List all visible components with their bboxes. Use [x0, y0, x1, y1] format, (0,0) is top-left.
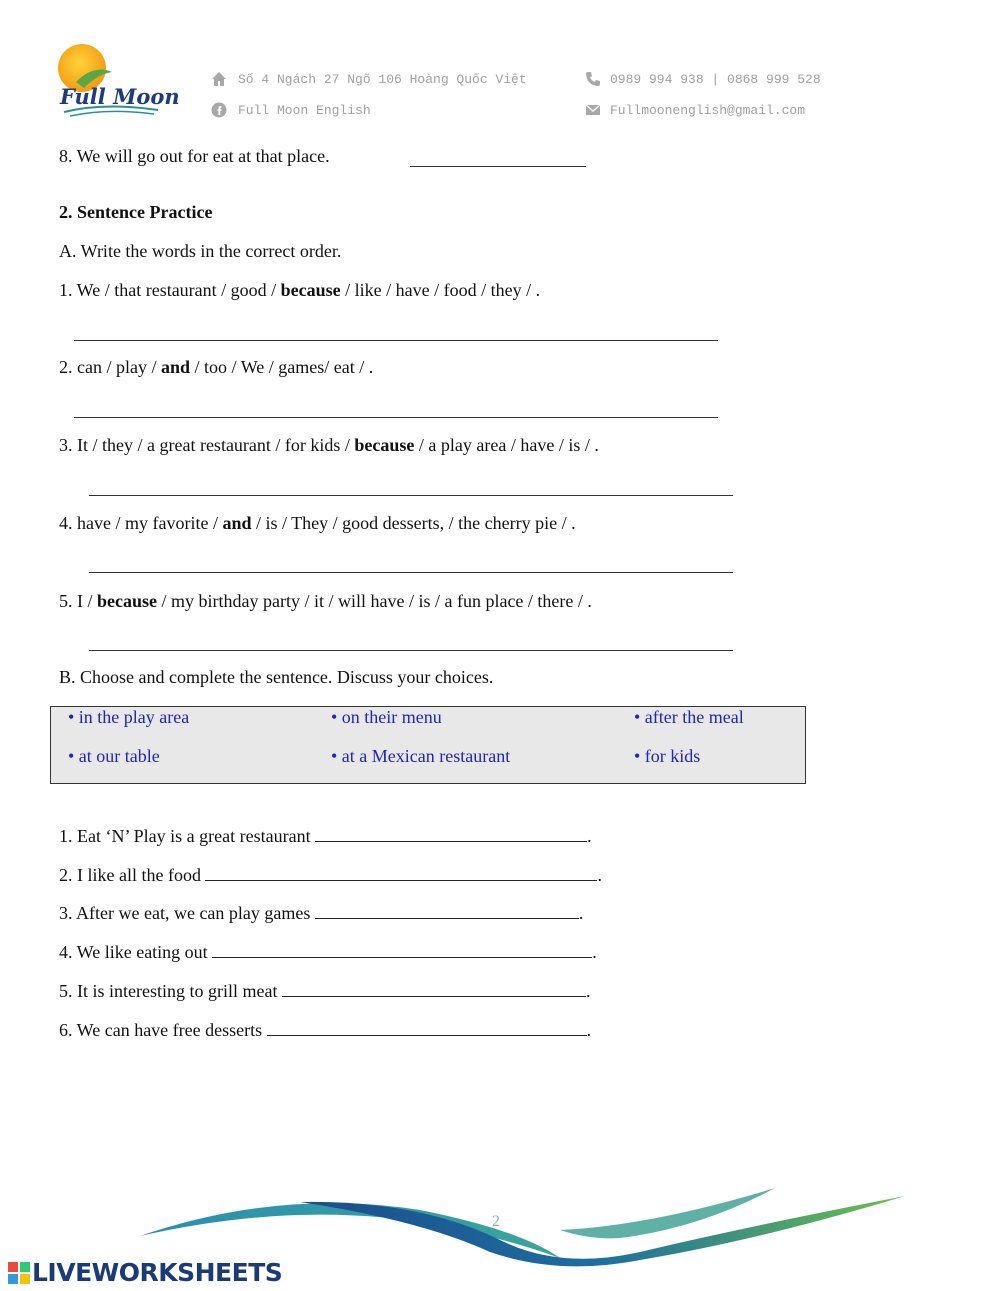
blank-6[interactable]	[267, 1019, 587, 1036]
answer-line-1[interactable]	[74, 340, 718, 341]
facebook-icon	[211, 102, 227, 123]
part-b-sentence-2: 2. I like all the food .	[59, 865, 602, 885]
address-text: Số 4 Ngách 27 Ngõ 106 Hoàng Quốc Việt	[238, 72, 527, 87]
answer-line-4[interactable]	[89, 572, 733, 573]
item-8-text: 8. We will go out for eat at that place.	[59, 146, 330, 166]
blank-3[interactable]	[315, 902, 579, 919]
blank-4[interactable]	[212, 941, 592, 958]
blank-5[interactable]	[282, 980, 586, 997]
email-text: Fullmoonenglish@gmail.com	[610, 103, 806, 118]
facebook-text: Full Moon English	[238, 103, 371, 118]
part-b-sentence-1: 1. Eat ‘N’ Play is a great restaurant .	[59, 826, 592, 846]
phone-text: 0989 994 938 | 0868 999 528	[610, 72, 821, 87]
choice-item[interactable]: • for kids	[634, 746, 701, 766]
blank-1[interactable]	[315, 825, 587, 842]
part-a-item-2: 2. can / play / and / too / We / games/ eat / .	[59, 357, 374, 377]
part-a-title: A. Write the words in the correct order.	[59, 241, 342, 261]
choice-item[interactable]: • on their menu	[331, 707, 442, 727]
answer-line-5[interactable]	[89, 650, 733, 651]
part-b-sentence-3: 3. After we eat, we can play games .	[59, 903, 584, 923]
home-icon	[211, 71, 227, 92]
part-b-sentence-4: 4. We like eating out .	[59, 942, 597, 962]
full-moon-logo	[54, 42, 164, 122]
liveworksheets-brand[interactable]: LIVEWORKSHEETS	[32, 1258, 283, 1287]
answer-line-2[interactable]	[74, 417, 718, 418]
part-a-item-5: 5. I / because / my birthday party / it / will have / is / a fun place / there / .	[59, 591, 592, 611]
phone-icon	[585, 71, 601, 92]
choice-item[interactable]: • in the play area	[68, 707, 190, 727]
part-a-item-4: 4. have / my favorite / and / is / They / good desserts, / the cherry pie / .	[59, 513, 576, 533]
part-a-item-1: 1. We / that restaurant / good / because / like / have / food / they / .	[59, 280, 541, 300]
part-b-sentence-6: 6. We can have free desserts .	[59, 1020, 592, 1040]
part-a-item-3: 3. It / they / a great restaurant / for kids / because / a play area / have / is / .	[59, 435, 599, 455]
choice-item[interactable]: • at a Mexican restaurant	[331, 746, 511, 766]
choice-item[interactable]: • after the meal	[634, 707, 744, 727]
part-b-title: B. Choose and complete the sentence. Discuss your choices.	[59, 667, 494, 687]
part-b-sentence-5: 5. It is interesting to grill meat .	[59, 981, 591, 1001]
page-number: 2	[492, 1213, 500, 1230]
choice-item[interactable]: • at our table	[68, 746, 160, 766]
section-title: 2. Sentence Practice	[59, 202, 213, 222]
answer-line-3[interactable]	[89, 495, 733, 496]
item-8-answer-line[interactable]	[410, 166, 586, 167]
blank-2[interactable]	[205, 864, 597, 881]
logo-text: Full Moon	[60, 84, 180, 109]
email-icon	[585, 102, 601, 123]
liveworksheets-logo-icon	[8, 1262, 30, 1289]
